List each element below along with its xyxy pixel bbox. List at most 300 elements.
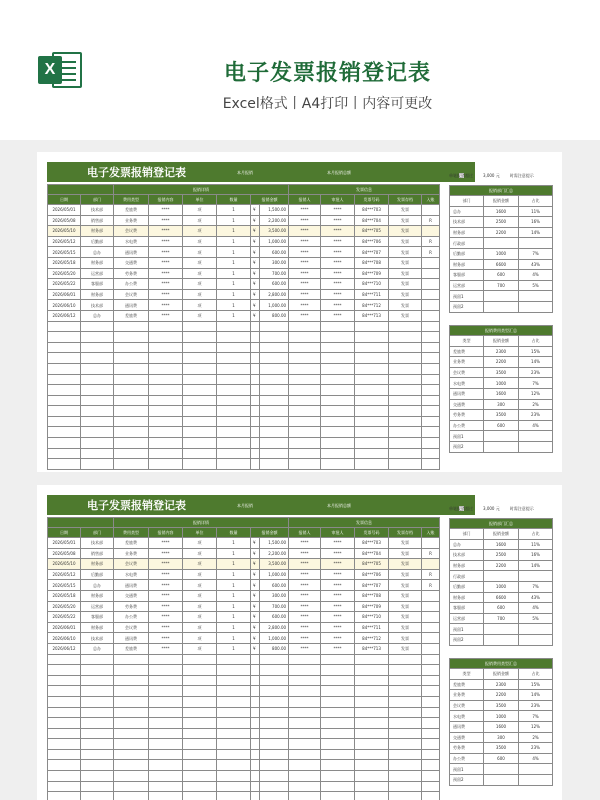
table-cell[interactable] [114,771,149,782]
table-cell[interactable] [81,459,114,470]
table-cell[interactable] [355,675,389,686]
table-cell[interactable]: **** [149,215,183,226]
table-cell[interactable]: ¥ [251,289,260,300]
table-cell[interactable]: **** [289,590,321,601]
table-cell[interactable] [389,686,422,697]
table-cell[interactable] [183,781,217,792]
table-cell[interactable] [260,728,289,739]
table-cell[interactable] [183,696,217,707]
table-cell[interactable] [422,342,440,353]
summary-cell[interactable]: 业务费 [450,690,484,701]
table-cell[interactable] [149,792,183,800]
table-cell[interactable] [260,395,289,406]
table-cell[interactable] [422,696,440,707]
table-cell[interactable]: **** [149,580,183,591]
table-cell[interactable]: **** [321,633,355,644]
table-cell[interactable] [149,342,183,353]
table-cell[interactable] [217,728,251,739]
summary-cell[interactable]: 会议费 [450,367,484,378]
summary-cell[interactable] [484,634,519,645]
table-cell[interactable]: ¥ [251,215,260,226]
table-cell[interactable] [289,374,321,385]
table-cell[interactable] [422,257,440,268]
table-cell[interactable]: 发票 [389,226,422,237]
table-cell[interactable] [260,760,289,771]
table-cell[interactable] [389,395,422,406]
table-cell[interactable] [48,665,81,676]
table-cell[interactable] [289,448,321,459]
summary-cell[interactable]: 1600 [484,721,519,732]
table-cell[interactable] [48,459,81,470]
table-cell[interactable] [321,374,355,385]
table-cell[interactable]: 1 [217,622,251,633]
table-cell[interactable]: 1 [217,226,251,237]
table-cell[interactable] [81,654,114,665]
summary-cell[interactable]: 业务费 [450,357,484,368]
table-cell[interactable]: 项 [183,279,217,290]
table-cell[interactable]: **** [321,236,355,247]
table-cell[interactable] [260,332,289,343]
summary-cell[interactable]: 运营部 [450,613,484,624]
table-cell[interactable] [48,792,81,800]
table-cell[interactable] [355,395,389,406]
table-cell[interactable]: **** [149,548,183,559]
summary-cell[interactable]: 5% [519,280,553,291]
table-cell[interactable] [422,590,440,601]
table-cell[interactable]: ¥ [251,590,260,601]
table-cell[interactable] [114,781,149,792]
summary-cell[interactable]: 300 [484,732,519,743]
table-cell[interactable]: 水电费 [114,236,149,247]
table-cell[interactable] [217,416,251,427]
table-cell[interactable]: 1 [217,569,251,580]
table-cell[interactable]: **** [149,643,183,654]
summary-cell[interactable]: 行政部 [450,571,484,582]
table-cell[interactable]: 700.00 [260,601,289,612]
table-cell[interactable]: 84***706 [355,236,389,247]
table-cell[interactable] [321,665,355,676]
table-cell[interactable] [389,749,422,760]
table-cell[interactable] [48,353,81,364]
table-cell[interactable] [422,226,440,237]
summary-cell[interactable]: 600 [484,753,519,764]
summary-cell[interactable]: 劳务费 [450,410,484,421]
table-cell[interactable] [217,363,251,374]
table-cell[interactable]: 项 [183,226,217,237]
summary-cell[interactable]: 差旅费 [450,346,484,357]
table-cell[interactable]: 劳务费 [114,268,149,279]
table-cell[interactable] [321,342,355,353]
table-cell[interactable]: 2026/06/01 [48,289,81,300]
table-cell[interactable]: 84***713 [355,643,389,654]
table-cell[interactable] [183,728,217,739]
table-cell[interactable]: 2,200.00 [260,215,289,226]
table-cell[interactable] [183,406,217,417]
table-cell[interactable] [321,739,355,750]
summary-cell[interactable]: 交通费 [450,399,484,410]
summary-cell[interactable]: 技术部 [450,550,484,561]
table-cell[interactable]: 项 [183,310,217,321]
table-cell[interactable] [251,665,260,676]
summary-cell[interactable]: 2200 [484,357,519,368]
summary-cell[interactable]: 2500 [484,550,519,561]
table-cell[interactable] [149,353,183,364]
table-cell[interactable]: 发票 [389,268,422,279]
table-cell[interactable]: **** [289,601,321,612]
table-cell[interactable]: 84***713 [355,310,389,321]
table-cell[interactable] [217,427,251,438]
table-cell[interactable]: **** [149,601,183,612]
table-cell[interactable] [260,385,289,396]
table-cell[interactable]: 发票 [389,548,422,559]
summary-cell[interactable]: 预留1 [450,431,484,442]
table-cell[interactable] [48,749,81,760]
table-cell[interactable] [217,395,251,406]
table-cell[interactable]: R [422,215,440,226]
table-cell[interactable]: 财务部 [81,257,114,268]
table-cell[interactable]: 发票 [389,590,422,601]
table-cell[interactable]: 项 [183,257,217,268]
table-cell[interactable] [81,675,114,686]
table-cell[interactable]: 财务部 [81,622,114,633]
table-cell[interactable]: 财务部 [81,590,114,601]
table-cell[interactable] [114,395,149,406]
table-cell[interactable] [321,749,355,760]
table-cell[interactable] [114,459,149,470]
table-cell[interactable] [149,363,183,374]
table-cell[interactable]: 项 [183,538,217,549]
summary-cell[interactable]: 5% [519,613,553,624]
table-cell[interactable]: **** [321,548,355,559]
table-cell[interactable] [149,374,183,385]
table-cell[interactable] [389,363,422,374]
table-cell[interactable]: 项 [183,559,217,570]
table-cell[interactable] [260,406,289,417]
table-cell[interactable] [355,686,389,697]
summary-cell[interactable]: 劳务费 [450,743,484,754]
table-cell[interactable] [251,353,260,364]
table-cell[interactable]: 项 [183,236,217,247]
table-cell[interactable]: **** [289,612,321,623]
table-cell[interactable] [389,438,422,449]
summary-cell[interactable]: 12% [519,721,553,732]
summary-cell[interactable]: 700 [484,613,519,624]
table-cell[interactable] [355,363,389,374]
summary-cell[interactable]: 3500 [484,410,519,421]
table-cell[interactable] [260,321,289,332]
table-cell[interactable]: 1 [217,300,251,311]
table-cell[interactable] [48,416,81,427]
table-cell[interactable]: ¥ [251,559,260,570]
table-cell[interactable]: **** [321,622,355,633]
table-cell[interactable] [260,353,289,364]
table-cell[interactable] [260,675,289,686]
table-cell[interactable]: 1,000.00 [260,236,289,247]
table-cell[interactable]: 600.00 [260,279,289,290]
table-cell[interactable]: 项 [183,289,217,300]
table-cell[interactable]: **** [289,226,321,237]
table-cell[interactable]: 项 [183,580,217,591]
table-cell[interactable]: 总办 [81,643,114,654]
table-cell[interactable] [114,385,149,396]
table-cell[interactable] [114,718,149,729]
summary-cell[interactable]: 43% [519,592,553,603]
table-cell[interactable]: 发票 [389,215,422,226]
table-cell[interactable] [289,395,321,406]
table-cell[interactable] [321,686,355,697]
table-cell[interactable]: **** [321,215,355,226]
table-cell[interactable] [81,739,114,750]
table-cell[interactable] [149,332,183,343]
table-cell[interactable]: 劳务费 [114,601,149,612]
table-cell[interactable] [114,406,149,417]
table-cell[interactable]: 2,800.00 [260,622,289,633]
table-cell[interactable] [81,707,114,718]
summary-cell[interactable] [519,764,553,775]
summary-cell[interactable]: 办公费 [450,420,484,431]
table-cell[interactable]: 1 [217,289,251,300]
table-cell[interactable] [260,427,289,438]
table-cell[interactable] [422,686,440,697]
summary-cell[interactable]: 4% [519,753,553,764]
summary-cell[interactable]: 7% [519,711,553,722]
table-cell[interactable]: 2026/06/10 [48,300,81,311]
summary-cell[interactable]: 14% [519,560,553,571]
table-cell[interactable] [217,760,251,771]
table-cell[interactable] [217,438,251,449]
table-cell[interactable] [355,385,389,396]
table-cell[interactable]: 600.00 [260,247,289,258]
table-cell[interactable] [260,363,289,374]
table-cell[interactable] [217,675,251,686]
summary-cell[interactable]: 15% [519,679,553,690]
table-cell[interactable] [251,792,260,800]
summary-cell[interactable]: 23% [519,700,553,711]
summary-cell[interactable]: 14% [519,357,553,368]
table-cell[interactable] [422,395,440,406]
table-cell[interactable] [389,792,422,800]
table-cell[interactable] [355,406,389,417]
table-cell[interactable] [149,707,183,718]
table-cell[interactable] [251,696,260,707]
table-cell[interactable] [389,707,422,718]
table-cell[interactable]: ¥ [251,643,260,654]
table-cell[interactable]: 发票 [389,300,422,311]
summary-cell[interactable]: 3500 [484,700,519,711]
table-cell[interactable]: **** [321,580,355,591]
table-cell[interactable]: 业务费 [114,215,149,226]
summary-cell[interactable]: 2% [519,732,553,743]
table-cell[interactable]: 项 [183,247,217,258]
table-cell[interactable] [81,363,114,374]
summary-cell[interactable]: 水电费 [450,378,484,389]
table-cell[interactable] [251,363,260,374]
summary-cell[interactable]: 7% [519,378,553,389]
table-cell[interactable] [422,279,440,290]
table-cell[interactable] [321,781,355,792]
table-cell[interactable] [289,675,321,686]
table-cell[interactable] [289,696,321,707]
table-cell[interactable]: ¥ [251,601,260,612]
table-cell[interactable] [114,739,149,750]
table-cell[interactable]: 总办 [81,580,114,591]
table-cell[interactable] [355,771,389,782]
summary-cell[interactable]: 1000 [484,248,519,259]
table-cell[interactable] [422,205,440,216]
table-cell[interactable] [81,665,114,676]
table-cell[interactable] [48,406,81,417]
summary-cell[interactable] [484,441,519,452]
table-cell[interactable] [183,718,217,729]
table-cell[interactable] [321,792,355,800]
table-cell[interactable] [355,707,389,718]
table-cell[interactable] [114,707,149,718]
table-cell[interactable]: 通讯费 [114,300,149,311]
table-cell[interactable] [183,353,217,364]
table-cell[interactable]: 1,000.00 [260,569,289,580]
table-cell[interactable]: 84***707 [355,247,389,258]
table-cell[interactable] [48,395,81,406]
table-cell[interactable] [217,749,251,760]
table-cell[interactable]: 1 [217,205,251,216]
table-cell[interactable]: **** [289,236,321,247]
table-cell[interactable] [289,406,321,417]
table-cell[interactable] [149,416,183,427]
table-cell[interactable]: 后勤部 [81,236,114,247]
table-cell[interactable]: **** [289,205,321,216]
table-cell[interactable] [149,686,183,697]
table-cell[interactable]: 项 [183,590,217,601]
summary-cell[interactable]: 16% [519,550,553,561]
table-cell[interactable]: **** [149,205,183,216]
table-cell[interactable]: 会议费 [114,622,149,633]
table-cell[interactable] [149,438,183,449]
table-cell[interactable]: 发票 [389,580,422,591]
table-cell[interactable] [183,686,217,697]
table-cell[interactable] [183,342,217,353]
summary-cell[interactable]: 600 [484,603,519,614]
table-cell[interactable]: 84***703 [355,538,389,549]
table-cell[interactable] [114,416,149,427]
table-cell[interactable]: **** [289,289,321,300]
table-cell[interactable]: 发票 [389,601,422,612]
table-cell[interactable] [422,332,440,343]
table-cell[interactable]: 84***709 [355,268,389,279]
table-cell[interactable]: 700.00 [260,268,289,279]
table-cell[interactable]: 通讯费 [114,633,149,644]
summary-cell[interactable]: 23% [519,367,553,378]
table-cell[interactable] [289,416,321,427]
table-cell[interactable] [389,675,422,686]
summary-cell[interactable] [519,431,553,442]
table-cell[interactable] [422,406,440,417]
table-cell[interactable]: 项 [183,643,217,654]
table-cell[interactable] [251,781,260,792]
table-cell[interactable] [355,739,389,750]
summary-cell[interactable]: 2500 [484,217,519,228]
table-cell[interactable] [289,665,321,676]
table-cell[interactable] [422,633,440,644]
table-cell[interactable] [260,342,289,353]
table-cell[interactable] [289,459,321,470]
table-cell[interactable]: 84***709 [355,601,389,612]
table-cell[interactable] [81,416,114,427]
table-cell[interactable]: 发票 [389,643,422,654]
table-cell[interactable] [260,696,289,707]
table-cell[interactable] [217,771,251,782]
table-cell[interactable]: 1,500.00 [260,538,289,549]
table-cell[interactable] [289,385,321,396]
summary-cell[interactable]: 11% [519,539,553,550]
summary-cell[interactable] [484,431,519,442]
table-cell[interactable]: 84***712 [355,633,389,644]
table-cell[interactable]: 84***707 [355,580,389,591]
table-cell[interactable] [422,771,440,782]
summary-cell[interactable]: 财务部 [450,592,484,603]
table-cell[interactable] [321,427,355,438]
table-cell[interactable] [260,771,289,782]
table-cell[interactable]: 发票 [389,622,422,633]
table-cell[interactable]: **** [321,279,355,290]
table-cell[interactable] [183,665,217,676]
summary-cell[interactable] [484,291,519,302]
table-cell[interactable] [355,665,389,676]
summary-cell[interactable] [519,441,553,452]
table-cell[interactable] [260,707,289,718]
table-cell[interactable] [289,363,321,374]
summary-cell[interactable]: 600 [484,270,519,281]
table-cell[interactable]: 2026/05/15 [48,247,81,258]
table-cell[interactable]: ¥ [251,247,260,258]
table-cell[interactable] [355,760,389,771]
table-cell[interactable]: **** [149,622,183,633]
table-cell[interactable] [389,342,422,353]
table-cell[interactable]: **** [289,633,321,644]
table-cell[interactable] [260,792,289,800]
summary-cell[interactable]: 会议费 [450,700,484,711]
table-cell[interactable] [389,321,422,332]
table-cell[interactable] [355,654,389,665]
table-cell[interactable]: **** [289,257,321,268]
summary-cell[interactable]: 23% [519,410,553,421]
table-cell[interactable] [422,300,440,311]
table-cell[interactable]: ¥ [251,580,260,591]
table-cell[interactable] [217,781,251,792]
table-cell[interactable]: 1,000.00 [260,300,289,311]
table-cell[interactable] [183,332,217,343]
table-cell[interactable]: **** [321,289,355,300]
table-cell[interactable] [149,749,183,760]
table-cell[interactable] [422,310,440,321]
summary-cell[interactable] [484,764,519,775]
table-cell[interactable]: 技术部 [81,300,114,311]
table-cell[interactable]: 发票 [389,633,422,644]
table-cell[interactable]: ¥ [251,633,260,644]
table-cell[interactable]: 84***704 [355,548,389,559]
table-cell[interactable] [321,707,355,718]
table-cell[interactable]: 交通费 [114,590,149,601]
table-cell[interactable]: ¥ [251,268,260,279]
summary-cell[interactable]: 6600 [484,259,519,270]
table-cell[interactable] [149,654,183,665]
table-cell[interactable]: 项 [183,205,217,216]
table-cell[interactable]: ¥ [251,300,260,311]
table-cell[interactable] [289,718,321,729]
table-cell[interactable] [289,321,321,332]
table-cell[interactable]: **** [149,612,183,623]
summary-cell[interactable]: 行政部 [450,238,484,249]
table-cell[interactable] [289,749,321,760]
